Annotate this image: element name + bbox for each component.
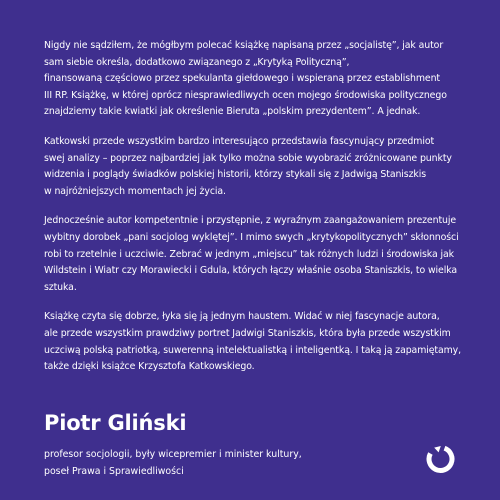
quote-line: znajdziemy takie kwiatki jak określenie Bieruta „polskim prezydentem”. A jednak. — [44, 106, 421, 118]
quote-line: sztuka. — [44, 281, 77, 293]
quote-paragraph-2 — [44, 134, 464, 200]
quote-line: III RP. Książkę, w której oprócz niesprawiedliwych ocen mojego środowiska politycznego — [44, 89, 447, 101]
quote-line: swej analizy – poprzez najbardziej jak tylko można sobie wyobrazić zróżnicowane punkty — [44, 152, 452, 164]
quote-line: sam siebie określa, dodatkowo związanego z „Krytyką Polityczną”, — [44, 56, 350, 68]
quote-paragraph-1 — [44, 38, 464, 121]
quote-line: Wildstein i Wiatr czy Morawiecki i Gdula, których łączy właśnie osoba Staniszkis, to wielka — [44, 265, 458, 277]
author-description-line: poseł Prawa i Sprawiedliwości — [44, 466, 184, 477]
quote-line: Nigdy nie sądziłem, że mógłbym polecać książkę napisaną przez „socjalistę”, jak autor — [44, 40, 444, 51]
quote-paragraph-4 — [44, 309, 464, 375]
quote-line: Katkowski przede wszystkim bardzo interesująco przedstawia fascynujący przedmiot — [44, 135, 435, 147]
quote-paragraph-3 — [44, 213, 464, 296]
quote-line: w najróżniejszych momentach jej życia. — [44, 185, 226, 197]
quote-line: uczciwą polską patriotką, suwerenną intelektualistką i inteligentką. I taką ją zapamiętamy, — [44, 344, 461, 356]
author-description-line: profesor socjologii, były wicepremier i minister kultury, — [44, 449, 302, 460]
publisher-logo-icon — [425, 444, 455, 474]
quote-line: także dzięki książce Krzysztofa Katkowskiego. — [44, 361, 255, 373]
author-name: Piotr Gliński — [44, 411, 187, 435]
quote-line: widzenia i poglądy świadków polskiej historii, którzy stykali się z Jadwigą Staniszkis — [44, 169, 427, 181]
quote-line: Książkę czyta się dobrze, łyka się ją jednym haustem. Widać w niej fascynacje autora, — [44, 311, 440, 323]
quote-line: Jednocześnie autor kompetentnie i przystępnie, z wyraźnym zaangażowaniem prezentuje — [44, 215, 457, 227]
endorsement-quote — [44, 38, 464, 389]
author-description — [44, 446, 344, 480]
quote-line: robi to rzetelnie i uczciwie. Zebrać w jednym „miejscu” tak różnych ludzi i środowiska jak — [44, 248, 454, 260]
quote-line: ale przede wszystkim prawdziwy portret Jadwigi Staniszkis, która była przede wszystkim — [44, 327, 451, 339]
quote-line: wybitny dorobek „pani socjolog wyklętej”. I mimo swych „krytykopolitycznych” skłonności — [44, 231, 459, 243]
quote-line: finansowaną częściowo przez spekulanta giełdowego i wspieraną przez establishment — [44, 73, 440, 85]
